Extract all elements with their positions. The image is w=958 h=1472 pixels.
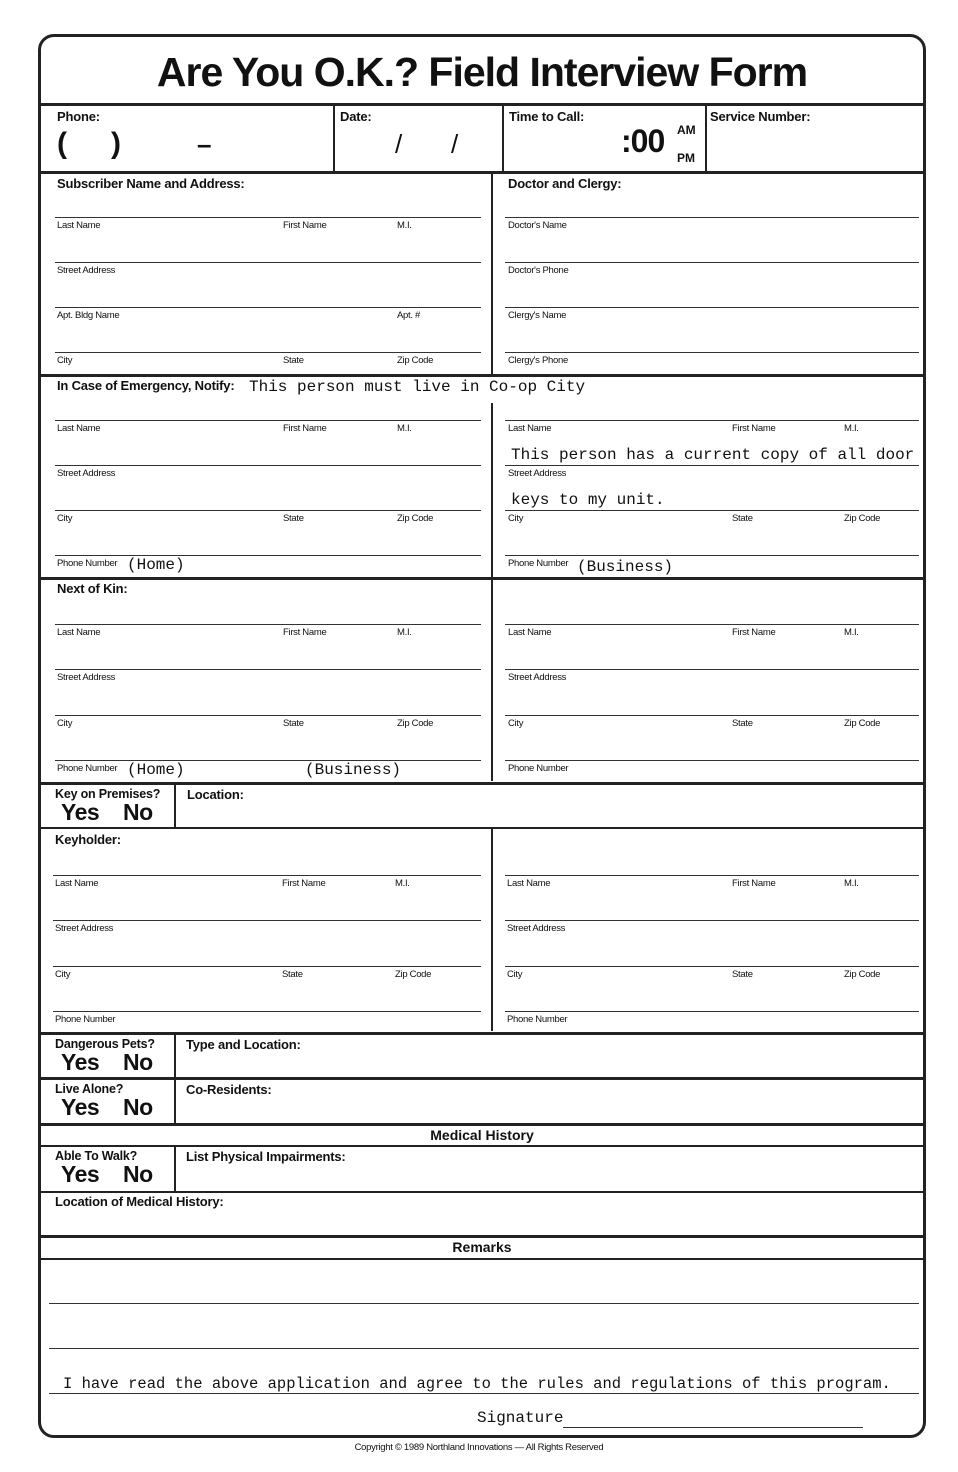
first-name-label: First Name: [282, 878, 326, 889]
fill-line[interactable]: [55, 760, 481, 761]
phone-number-label: Phone Number: [57, 558, 118, 569]
fill-line[interactable]: [505, 307, 919, 308]
pets-type-location-input[interactable]: [305, 1035, 917, 1075]
am-option[interactable]: AM: [677, 123, 696, 137]
fill-line[interactable]: [505, 624, 919, 625]
state-label: State: [282, 969, 303, 980]
last-name-label: Last Name: [57, 220, 101, 231]
clergy-phone-label: Clergy's Phone: [508, 355, 568, 366]
divider: [41, 171, 923, 174]
divider: [491, 829, 493, 1031]
agreement-statement: I have read the above application and agree to the rules and regulations of this program.: [63, 1375, 891, 1393]
first-name-label: First Name: [283, 220, 327, 231]
date-input[interactable]: [335, 105, 501, 169]
first-name-label: First Name: [732, 627, 776, 638]
remarks-line[interactable]: [49, 1348, 919, 1349]
mi-label: M.I.: [397, 423, 412, 434]
signature-label: Signature: [477, 1409, 564, 1427]
divider: [41, 1235, 923, 1238]
emergency-heading: In Case of Emergency, Notify:: [57, 378, 235, 393]
time-minutes: :00: [621, 123, 665, 159]
fill-line[interactable]: [505, 920, 919, 921]
walk-no-option[interactable]: No: [123, 1161, 153, 1187]
divider: [705, 105, 707, 171]
zip-label: Zip Code: [397, 355, 434, 366]
doctor-phone-label: Doctor's Phone: [508, 265, 569, 276]
fill-line[interactable]: [505, 715, 919, 716]
form-title: Are You O.K.? Field Interview Form: [156, 49, 808, 95]
field-interview-form: [38, 34, 926, 1438]
street-label: Street Address: [508, 468, 567, 479]
fill-line[interactable]: [505, 1011, 919, 1012]
key-location-label: Location:: [187, 787, 244, 802]
copyright-notice: Copyright © 1989 Northland Innovations — All Rights Reserved: [354, 1442, 604, 1453]
city-label: City: [508, 513, 524, 524]
phone-number-label: Phone Number: [508, 558, 569, 569]
alone-no-option[interactable]: No: [123, 1094, 153, 1120]
zip-label: Zip Code: [397, 718, 434, 729]
clergy-name-label: Clergy's Name: [508, 310, 567, 321]
fill-line[interactable]: [505, 420, 919, 421]
phone-dash: –: [197, 129, 212, 159]
emergency-note-line2: keys to my unit.: [511, 491, 665, 509]
zip-label: Zip Code: [844, 718, 881, 729]
key-location-input[interactable]: [257, 785, 917, 825]
fill-line[interactable]: [55, 352, 481, 353]
state-label: State: [732, 718, 753, 729]
date-label: Date:: [340, 109, 372, 124]
key-yes-option[interactable]: Yes: [61, 799, 100, 825]
walk-yes-option[interactable]: Yes: [61, 1161, 100, 1187]
dangerous-pets-question: Dangerous Pets?: [55, 1037, 155, 1051]
phone-number-label: Phone Number: [55, 1014, 116, 1025]
fill-line[interactable]: [53, 920, 481, 921]
divider: [41, 374, 923, 377]
fill-line[interactable]: [53, 966, 481, 967]
next-of-kin-heading: Next of Kin:: [57, 581, 128, 596]
divider: [41, 577, 923, 580]
city-label: City: [508, 718, 524, 729]
last-name-label: Last Name: [57, 627, 101, 638]
street-label: Street Address: [57, 672, 116, 683]
business-annotation: (Business): [577, 558, 674, 576]
fill-line[interactable]: [55, 715, 481, 716]
fill-line[interactable]: [505, 966, 919, 967]
last-name-label: Last Name: [57, 423, 101, 434]
phone-number-label: Phone Number: [508, 763, 569, 774]
last-name-label: Last Name: [55, 878, 99, 889]
divider: [174, 1147, 176, 1191]
city-label: City: [507, 969, 523, 980]
apt-bldg-label: Apt. Bldg Name: [57, 310, 120, 321]
fill-line[interactable]: [505, 465, 919, 466]
divider: [491, 173, 493, 374]
divider: [41, 827, 923, 829]
last-name-label: Last Name: [508, 423, 552, 434]
remarks-line[interactable]: [49, 1303, 919, 1304]
city-label: City: [55, 969, 71, 980]
home-annotation: (Home): [127, 556, 185, 574]
medical-history-location-label: Location of Medical History:: [55, 1194, 224, 1209]
co-residents-label: Co-Residents:: [186, 1082, 272, 1097]
zip-label: Zip Code: [395, 969, 432, 980]
fill-line[interactable]: [55, 307, 481, 308]
first-name-label: First Name: [283, 627, 327, 638]
keyholder-heading: Keyholder:: [55, 832, 121, 847]
key-on-premises-question: Key on Premises?: [55, 787, 161, 801]
street-label: Street Address: [507, 923, 566, 934]
doctor-clergy-heading: Doctor and Clergy:: [508, 176, 622, 191]
alone-yes-option[interactable]: Yes: [61, 1094, 100, 1120]
city-label: City: [57, 355, 73, 366]
first-name-label: First Name: [283, 423, 327, 434]
last-name-label: Last Name: [507, 878, 551, 889]
city-label: City: [57, 718, 73, 729]
mi-label: M.I.: [397, 220, 412, 231]
remarks-heading: Remarks: [452, 1239, 512, 1255]
state-label: State: [732, 969, 753, 980]
divider: [174, 785, 176, 827]
fill-line[interactable]: [505, 669, 919, 670]
fill-line[interactable]: [55, 262, 481, 263]
phone-label: Phone:: [57, 109, 100, 124]
remarks-line[interactable]: [49, 1393, 919, 1394]
last-name-label: Last Name: [508, 627, 552, 638]
emergency-note: This person must live in Co-op City: [249, 378, 586, 396]
state-label: State: [283, 718, 304, 729]
fill-line[interactable]: [55, 420, 481, 421]
zip-label: Zip Code: [397, 513, 434, 524]
divider: [491, 580, 493, 781]
apt-number-label: Apt. #: [397, 310, 421, 321]
fill-line[interactable]: [55, 217, 481, 218]
phone-close-paren: ): [111, 127, 121, 160]
city-label: City: [57, 513, 73, 524]
street-label: Street Address: [55, 923, 114, 934]
zip-label: Zip Code: [844, 513, 881, 524]
fill-line[interactable]: [505, 875, 919, 876]
physical-impairments-input[interactable]: [351, 1147, 917, 1189]
live-alone-question: Live Alone?: [55, 1082, 124, 1096]
home-annotation: (Home): [127, 761, 185, 779]
mi-label: M.I.: [844, 423, 859, 434]
able-to-walk-question: Able To Walk?: [55, 1149, 138, 1163]
physical-impairments-label: List Physical Impairments:: [186, 1149, 346, 1164]
mi-label: M.I.: [395, 878, 410, 889]
state-label: State: [732, 513, 753, 524]
mi-label: M.I.: [844, 878, 859, 889]
fill-line[interactable]: [55, 555, 481, 556]
pm-option[interactable]: PM: [677, 151, 695, 165]
fill-line[interactable]: [505, 352, 919, 353]
doctor-name-label: Doctor's Name: [508, 220, 567, 231]
fill-line[interactable]: [505, 217, 919, 218]
fill-line[interactable]: [53, 875, 481, 876]
phone-number-label: Phone Number: [57, 763, 118, 774]
fill-line[interactable]: [55, 624, 481, 625]
fill-line[interactable]: [505, 555, 919, 556]
service-number-input[interactable]: [709, 127, 919, 169]
fill-line[interactable]: [505, 760, 919, 761]
first-name-label: First Name: [732, 423, 776, 434]
medical-history-location-input[interactable]: [231, 1193, 917, 1233]
pets-yes-option[interactable]: Yes: [61, 1049, 100, 1075]
business-annotation: (Business): [305, 761, 402, 779]
fill-line[interactable]: [55, 465, 481, 466]
fill-line[interactable]: [505, 262, 919, 263]
signature-line[interactable]: [563, 1427, 863, 1428]
pets-no-option[interactable]: No: [123, 1049, 153, 1075]
emergency-note-line1: This person has a current copy of all door: [511, 446, 915, 464]
fill-line[interactable]: [53, 1011, 481, 1012]
state-label: State: [283, 355, 304, 366]
zip-label: Zip Code: [844, 969, 881, 980]
fill-line[interactable]: [55, 669, 481, 670]
subscriber-heading: Subscriber Name and Address:: [57, 176, 245, 191]
divider: [491, 403, 493, 577]
date-separator: /: [395, 129, 403, 159]
fill-line[interactable]: [505, 510, 919, 511]
street-label: Street Address: [57, 468, 116, 479]
date-separator: /: [451, 129, 459, 159]
medical-history-heading: Medical History: [430, 1127, 534, 1143]
mi-label: M.I.: [844, 627, 859, 638]
fill-line[interactable]: [55, 510, 481, 511]
street-label: Street Address: [57, 265, 116, 276]
co-residents-input[interactable]: [277, 1080, 917, 1122]
pets-type-location-label: Type and Location:: [186, 1037, 301, 1052]
divider: [502, 105, 504, 171]
street-label: Street Address: [508, 672, 567, 683]
key-no-option[interactable]: No: [123, 799, 153, 825]
divider: [41, 1123, 923, 1126]
first-name-label: First Name: [732, 878, 776, 889]
phone-open-paren: (: [57, 127, 67, 160]
state-label: State: [283, 513, 304, 524]
time-to-call-label: Time to Call:: [509, 109, 585, 124]
divider: [41, 1258, 923, 1260]
service-number-label: Service Number:: [710, 109, 811, 124]
phone-number-label: Phone Number: [507, 1014, 568, 1025]
mi-label: M.I.: [397, 627, 412, 638]
phone-input[interactable]: [49, 105, 331, 169]
